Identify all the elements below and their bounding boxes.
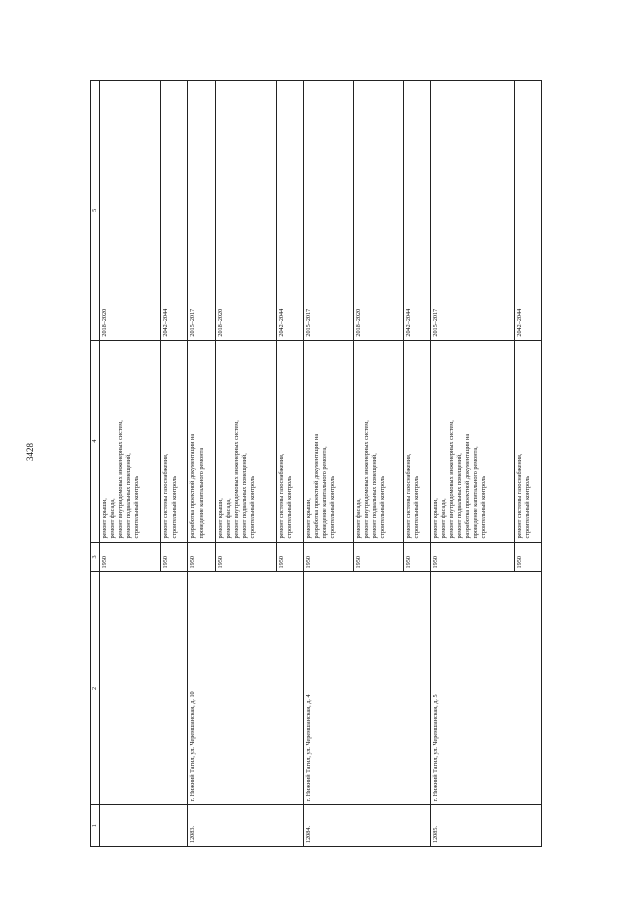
repair-schedule-table [90, 80, 542, 847]
header-col-5: 5 [91, 81, 100, 341]
works-cell [100, 340, 161, 542]
year-cell: 1950 [403, 542, 430, 572]
work-item: ремонт внутридомовых инженерных систем, [447, 420, 455, 539]
work-item: строительный контроль [133, 475, 141, 539]
work-item: разработка проектной документации на [189, 433, 197, 539]
table-container [90, 80, 542, 847]
table-row [100, 81, 161, 847]
address-cell: г. Нижний Тагил, ул. Черемшанская, д. 10 [188, 572, 303, 805]
works-cell [303, 340, 353, 542]
work-item: ремонт подвальных помещений, [456, 453, 464, 539]
period-cell: 2042–2044 [403, 81, 430, 341]
work-item: ремонт фасада, [224, 498, 232, 539]
page-number: 3428 [25, 443, 35, 461]
works-cell [188, 340, 215, 542]
table-body [100, 81, 542, 847]
row-number-cell: 12085. [430, 805, 541, 847]
work-item: строительный контроль [248, 475, 256, 539]
year-cell: 1950 [430, 542, 514, 572]
address-cell: г. Нижний Тагил, ул. Черемшанская, д. 5 [430, 572, 541, 805]
work-item: ремонт внутридомовых инженерных систем, [117, 420, 125, 539]
work-item: ремонт подвальных помещений, [240, 453, 248, 539]
work-item: ремонт внутридомовых инженерных систем, [362, 420, 370, 539]
works-cell [430, 340, 514, 542]
row-number-cell [100, 805, 188, 847]
work-item: строительный контроль [329, 475, 337, 539]
work-item: разработка проектной документации на [313, 433, 320, 539]
work-item: проведение капитального ремонта, [472, 446, 480, 539]
year-cell: 1950 [303, 542, 353, 572]
year-cell: 1950 [353, 542, 403, 572]
work-item: строительный контроль [412, 475, 420, 539]
period-cell: 2015–2017 [303, 81, 353, 341]
work-item: разработка проектной документации на [464, 433, 472, 539]
work-item: ремонт системы газоснабжения, [515, 453, 523, 539]
work-item: ремонт системы газоснабжения, [404, 453, 412, 539]
row-number-cell: 12084. [303, 805, 430, 847]
work-item: ремонт системы газоснабжения, [162, 453, 170, 539]
row-number-cell: 12083. [188, 805, 303, 847]
year-cell: 1950 [514, 542, 541, 572]
year-cell: 1950 [161, 542, 188, 572]
header-col-4: 4 [91, 340, 100, 542]
table-row [188, 81, 215, 847]
year-cell: 1950 [276, 542, 303, 572]
period-cell: 2042–2044 [276, 81, 303, 341]
period-cell: 2042–2044 [161, 81, 188, 341]
work-item: проведение капитального ремонта [197, 447, 205, 539]
work-item: проведение капитального ремонта, [321, 446, 329, 539]
works-cell [276, 340, 303, 542]
address-cell: г. Нижний Тагил, ул. Черемшанская, д. 4 [303, 572, 430, 805]
work-item: ремонт крыши, [101, 498, 109, 539]
works-cell [353, 340, 403, 542]
work-item: ремонт системы газоснабжения, [277, 453, 285, 539]
header-col-1: 1 [91, 805, 100, 847]
work-item: ремонт фасада, [439, 498, 447, 539]
works-cell [403, 340, 430, 542]
work-item: ремонт подвальных помещений, [125, 453, 133, 539]
work-item: ремонт фасада, [354, 498, 362, 539]
period-cell: 2018–2020 [215, 81, 276, 341]
work-item: строительный контроль [480, 475, 488, 539]
period-cell: 2042–2044 [514, 81, 541, 341]
year-cell: 1950 [215, 542, 276, 572]
work-item: ремонт крыши, [216, 498, 224, 539]
header-col-3: 3 [91, 542, 100, 572]
period-cell: 2015–2017 [430, 81, 514, 341]
work-item: ремонт крыши, [304, 498, 312, 539]
works-cell [215, 340, 276, 542]
period-cell: 2018–2020 [100, 81, 161, 341]
period-cell: 2015–2017 [188, 81, 215, 341]
work-item: строительный контроль [285, 475, 293, 539]
year-cell: 1950 [188, 542, 215, 572]
header-col-2: 2 [91, 572, 100, 805]
table-row [430, 81, 514, 847]
address-cell [100, 572, 188, 805]
table-row [303, 81, 353, 847]
work-item: ремонт крыши, [431, 498, 439, 539]
page-number-wrap [25, 0, 42, 905]
work-item: строительный контроль [523, 475, 531, 539]
work-item: ремонт подвальных помещений, [370, 453, 378, 539]
header-row [91, 81, 100, 847]
works-cell [514, 340, 541, 542]
work-item: строительный контроль [170, 475, 178, 539]
work-item: ремонт внутридомовых инженерных систем, [232, 420, 240, 539]
works-cell [161, 340, 188, 542]
work-item: ремонт фасада, [109, 498, 117, 539]
period-cell: 2018–2020 [353, 81, 403, 341]
year-cell: 1950 [100, 542, 161, 572]
work-item: строительный контроль [379, 475, 387, 539]
